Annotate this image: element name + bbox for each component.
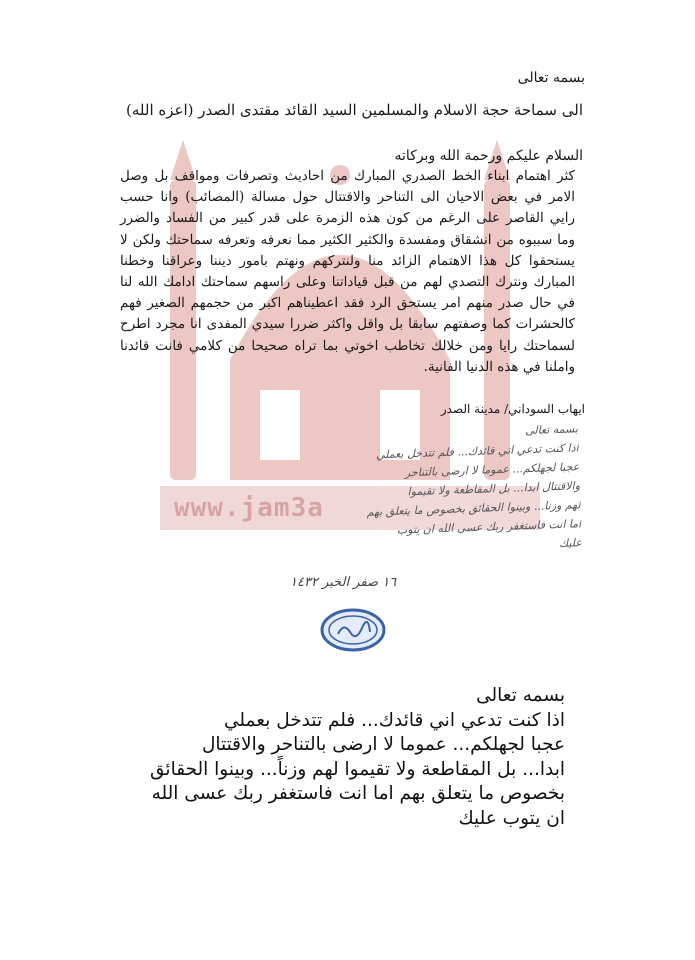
handwritten-reply bbox=[248, 419, 582, 563]
letter-greeting: السلام عليكم ورحمة الله وبركاته bbox=[394, 148, 583, 164]
handwritten-line: عليك bbox=[558, 536, 583, 550]
transcript-line: ان يتوب عليك bbox=[458, 807, 565, 829]
transcript-line: ابدا... بل المقاطعة ولا تقيموا لهم وزناً... وبينوا الحقائق bbox=[150, 758, 565, 780]
transcript-line: بخصوص ما يتعلق بهم اما انت فاستغفر ربك عسى الله bbox=[151, 783, 565, 805]
letter-body: كثر اهتمام ابناء الخط الصدري المبارك من احاديث وتصرفات ومواقف بل وصل الامر في بعض الاحيان الى التناحر والاقتتال حول مسالة (المصائب) وانا حسب رايي القاصر على الرغم من كون هذه الزمرة على قدر كبير من الفساد والضرر وما سببوه من انشقاق ومفسدة والكثير الكثير مما نعرفه وتعرفه سماحتك ولكن لا يستحقوا كل هذا الاهتمام الزائد منا ولنتركهم ونهتم بامور ديننا وعراقنا وخطنا المبارك ونترك التصدي لهم من قبل قياداتنا وعلى راسهم سماحتك ادامك الله لنا في حال صدر منهم امر يستحق الرد فقد اعطيناهم اكبر من حجمهم الصغير فهم كالحشرات كما وصفتهم سابقا بل واقل واكثر ضررا سيدي المفدى انا مجرد اطرح لسماحتك رايا ومن خلالك تخاطب اخوتي بما تراه صحيحا من كلامي فانت قائدنا واملنا في هذه الدنيا الفانية. bbox=[120, 168, 575, 375]
seal-stamp bbox=[320, 608, 386, 652]
transcript-line: اذا كنت تدعي اني قائدك... فلم تتدخل بعملي bbox=[224, 709, 565, 731]
watermark-url: www.jam3a bbox=[160, 486, 540, 530]
transcript-line: بسمه تعالى bbox=[476, 685, 565, 706]
letter-basmala: بسمه تعالى bbox=[517, 70, 585, 86]
handwritten-line: بسمه تعالى bbox=[524, 422, 579, 438]
transcript-line: عجبا لجهلكم... عموما لا ارضى بالتناحر والاقتتال bbox=[201, 734, 565, 756]
handwritten-line: اما انت فاستغفر ربك عسى الله ان يتوب bbox=[396, 517, 582, 537]
reply-transcript bbox=[115, 684, 565, 832]
handwritten-line: والاقتتال ابدا... بل المقاطعة ولا تقيموا bbox=[407, 479, 581, 499]
letter-signature: ايهاب السوداني/ مدينة الصدر bbox=[440, 402, 585, 416]
handwritten-line: لهم وزنا... وبينوا الحقائق بخصوص ما يتعلق بهم bbox=[366, 498, 581, 519]
handwritten-date: ١٦ صفر الخير ١٤٣٢ bbox=[290, 575, 397, 590]
letter-recipient: الى سماحة حجة الاسلام والمسلمين السيد القائد مقتدى الصدر (اعزه الله) bbox=[126, 101, 583, 119]
handwritten-line: اذا كنت تدعي اني قائدك... فلم تتدخل بعملي bbox=[375, 441, 579, 462]
handwritten-line: عجبا لجهلكم... عموما لا ارضى بالتناحر bbox=[404, 460, 580, 480]
